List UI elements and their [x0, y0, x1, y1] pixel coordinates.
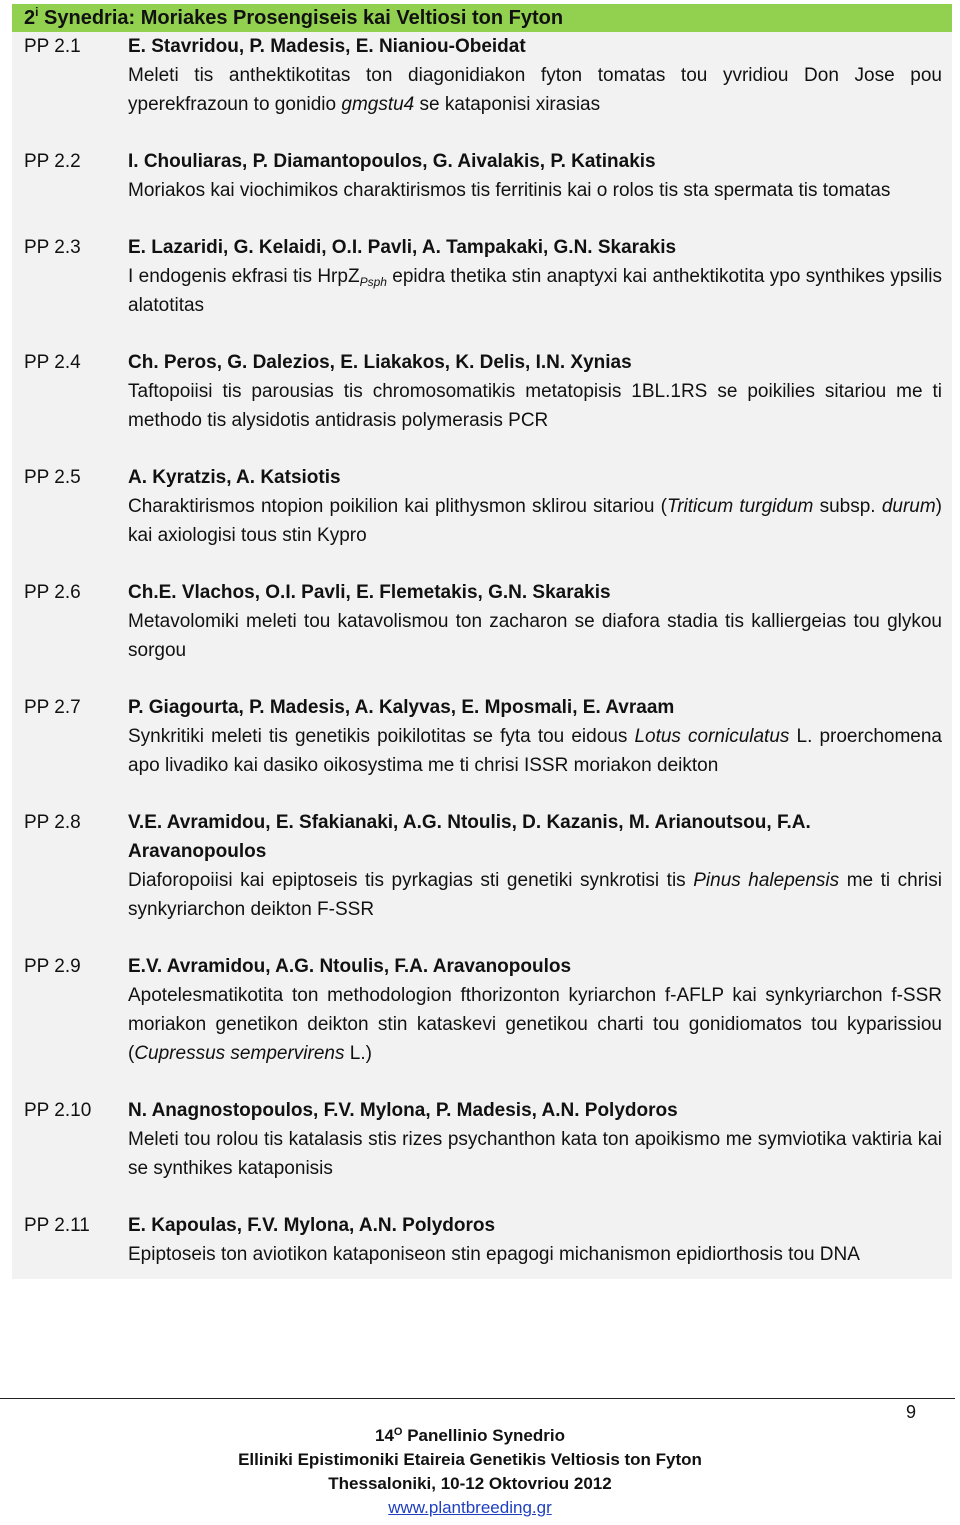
entry-row: [12, 952, 952, 1096]
entry-code: PP 2.5: [24, 467, 81, 488]
entries-table: [12, 32, 952, 1279]
entry-title: [128, 377, 942, 435]
entry-title: [128, 176, 942, 205]
entry-title-part: Meleti tou rolou tis katalasis stis rizes psychanthon kata ton apoikismo me symviotika vaktiria kai se synthikes kataponisis: [128, 1129, 942, 1179]
entry-authors: V.E. Avramidou, E. Sfakianaki, A.G. Ntoulis, D. Kazanis, M. Arianoutsou, F.A. Aravanopoulos: [128, 812, 811, 862]
entry-code: PP 2.8: [24, 812, 81, 833]
congress-number: 14: [375, 1426, 394, 1445]
entry-title-part: L. proerchomena apo livadiko kai dasiko oikosystima me ti chrisi ISSR moriakon deikton: [128, 726, 942, 776]
entry-row: [12, 348, 952, 463]
entry-content: [126, 693, 942, 808]
entry-spacer: [128, 320, 942, 348]
entry-authors: I. Chouliaras, P. Diamantopoulos, G. Aivalakis, P. Katinakis: [128, 151, 656, 172]
entry-spacer: [128, 435, 942, 463]
entry-title-part: Meleti tis anthektikotitas ton diagonidiakon fyton tomatas tou yvridiou Don Jose pou yperekfrazoun to gonidio: [128, 65, 942, 115]
entry-title-part: Synkritiki meleti tis genetikis poikilotitas se fyta tou eidous: [128, 726, 635, 747]
entry-title-part: I endogenis ekfrasi tis HrpZ: [128, 266, 360, 287]
entry-title: [128, 722, 942, 780]
entry-title-part: ) kai axiologisi tous stin Kypro: [128, 496, 942, 546]
entry-row: [12, 147, 952, 233]
entry-code: PP 2.4: [24, 352, 81, 373]
entry-title-part: Charaktirismos ntopion poikilion kai plithysmon sklirou sitariou (: [128, 496, 668, 517]
website-link[interactable]: www.plantbreeding.gr: [388, 1498, 552, 1517]
entry-authors: Ch. Peros, G. Dalezios, E. Liakakos, K. Delis, I.N. Xynias: [128, 352, 632, 373]
entry-title-part: Apotelesmatikotita ton methodologion fthorizonton kyriarchon f-AFLP kai synkyriarchon f-SSR moriakon genetikon deikton stin kataskevi genetikou charti tou gonidiomatos tou kyparissiou (: [128, 985, 942, 1064]
entry-title-part: Cupressus sempervirens: [134, 1043, 345, 1064]
entry-title-part: subsp.: [813, 496, 882, 517]
entry-title: [128, 262, 942, 320]
entry-code: PP 2.10: [24, 1100, 92, 1121]
entry-title-part: Lotus corniculatus: [634, 726, 790, 747]
entry-code: PP 2.9: [24, 956, 81, 977]
entry-spacer: [128, 924, 942, 952]
entry-authors: E. Stavridou, P. Madesis, E. Nianiou-Obeidat: [128, 36, 526, 57]
entry-spacer: [128, 1183, 942, 1211]
entry-content: [126, 463, 942, 578]
entry-code: PP 2.2: [24, 151, 81, 172]
entry-row: [12, 463, 952, 578]
congress-superscript: O: [393, 1426, 403, 1438]
society-name: Elliniki Epistimoniki Etaireia Genetikis Veltiosis ton Fyton: [238, 1450, 702, 1469]
congress-line: [0, 1424, 940, 1448]
entry-title: [128, 61, 942, 119]
entry-code: PP 2.3: [24, 237, 81, 258]
entry-authors: A. Kyratzis, A. Katsiotis: [128, 467, 341, 488]
entry-title-part: Psph: [359, 275, 387, 289]
entry-row: [12, 578, 952, 693]
entry-code: PP 2.1: [24, 36, 81, 57]
entry-title-part: Taftopoiisi tis parousias tis chromosomatikis metatopisis 1BL.1RS se poikilies sitariou me ti methodo tis alysidotis antidrasis polymerasis PCR: [128, 381, 942, 431]
entry-content: [126, 1096, 942, 1211]
entry-content: [126, 952, 942, 1096]
entry-title-part: me ti chrisi synkyriarchon deikton F-SSR: [128, 870, 943, 920]
entry-authors: N. Anagnostopoulos, F.V. Mylona, P. Madesis, A.N. Polydoros: [128, 1100, 678, 1121]
page-number: 9: [905, 1402, 916, 1422]
entry-title-part: Pinus halepensis: [693, 870, 840, 891]
entry-spacer: [128, 780, 942, 808]
entry-authors: E.V. Avramidou, A.G. Ntoulis, F.A. Aravanopoulos: [128, 956, 572, 977]
entry-row: [12, 32, 952, 147]
entry-content: [126, 32, 942, 147]
congress-title: Panellinio Synedrio: [407, 1426, 565, 1445]
session-header: [12, 4, 952, 32]
entry-content: [126, 578, 942, 693]
entry-title-part: Metavolomiki meleti tou katavolismou ton zacharon se diafora stadia tis kalliergeias tou glykou sorgou: [128, 611, 942, 661]
entry-row: [12, 808, 952, 952]
entry-title-part: L.): [344, 1043, 372, 1064]
entry-authors: Ch.E. Vlachos, O.I. Pavli, E. Flemetakis, G.N. Skarakis: [128, 582, 611, 603]
entry-title-part: Diaforopoiisi kai epiptoseis tis pyrkagias sti genetiki synkrotisi tis: [128, 870, 694, 891]
entry-code: PP 2.11: [24, 1215, 90, 1236]
entry-authors: E. Kapoulas, F.V. Mylona, A.N. Polydoros: [128, 1215, 496, 1236]
entry-spacer: [128, 550, 942, 578]
entry-title: [128, 981, 942, 1068]
entry-row: [12, 693, 952, 808]
entry-title: [128, 492, 942, 550]
entry-spacer: [128, 119, 942, 147]
entry-title: [128, 1125, 942, 1183]
session-title: Synedria: Moriakes Prosengiseis kai Veltiosi ton Fyton: [44, 7, 564, 29]
entry-title: [128, 607, 942, 665]
entry-title-part: gmgstu4: [341, 94, 415, 115]
entry-authors: P. Giagourta, P. Madesis, A. Kalyvas, E. Mposmali, E. Avraam: [128, 697, 675, 718]
entry-row: [12, 233, 952, 348]
entry-authors: E. Lazaridi, G. Kelaidi, O.I. Pavli, A. Tampakaki, G.N. Skarakis: [128, 237, 677, 258]
session-number-superscript: i: [35, 5, 39, 19]
place-date: Thessaloniki, 10-12 Oktovriou 2012: [328, 1474, 612, 1493]
entry-title: [128, 866, 942, 924]
entry-content: [126, 348, 942, 463]
entry-content: [126, 233, 942, 348]
entry-spacer: [128, 665, 942, 693]
entry-title-part: Triticum turgidum: [667, 496, 814, 517]
entry-title-part: se kataponisi xirasias: [414, 94, 601, 115]
entry-spacer: [128, 205, 942, 233]
entry-row: [12, 1096, 952, 1211]
footer-text: [0, 1424, 940, 1520]
entry-content: [126, 147, 942, 233]
footer-divider: [0, 1398, 955, 1399]
entry-code: PP 2.7: [24, 697, 81, 718]
entry-code: PP 2.6: [24, 582, 81, 603]
entry-title-part: Moriakos kai viochimikos charaktirismos tis ferritinis kai o rolos tis sta spermata tis tomatas: [128, 180, 891, 201]
entry-title: [128, 1240, 942, 1269]
entry-spacer: [128, 1068, 942, 1096]
entry-content: [126, 1211, 942, 1269]
entry-title-part: Epiptoseis ton aviotikon kataponiseon stin epagogi michanismon epidiorthosis tou DNA: [128, 1244, 860, 1265]
entry-row: [12, 1211, 952, 1269]
entry-content: [126, 808, 942, 952]
session-number: 2: [24, 7, 36, 29]
entry-title-part: epidra thetika stin anaptyxi kai anthektikotita ypo synthikes ypsilis alatotitas: [128, 266, 943, 316]
session-block: [12, 4, 952, 1279]
entry-title-part: durum: [881, 496, 936, 517]
